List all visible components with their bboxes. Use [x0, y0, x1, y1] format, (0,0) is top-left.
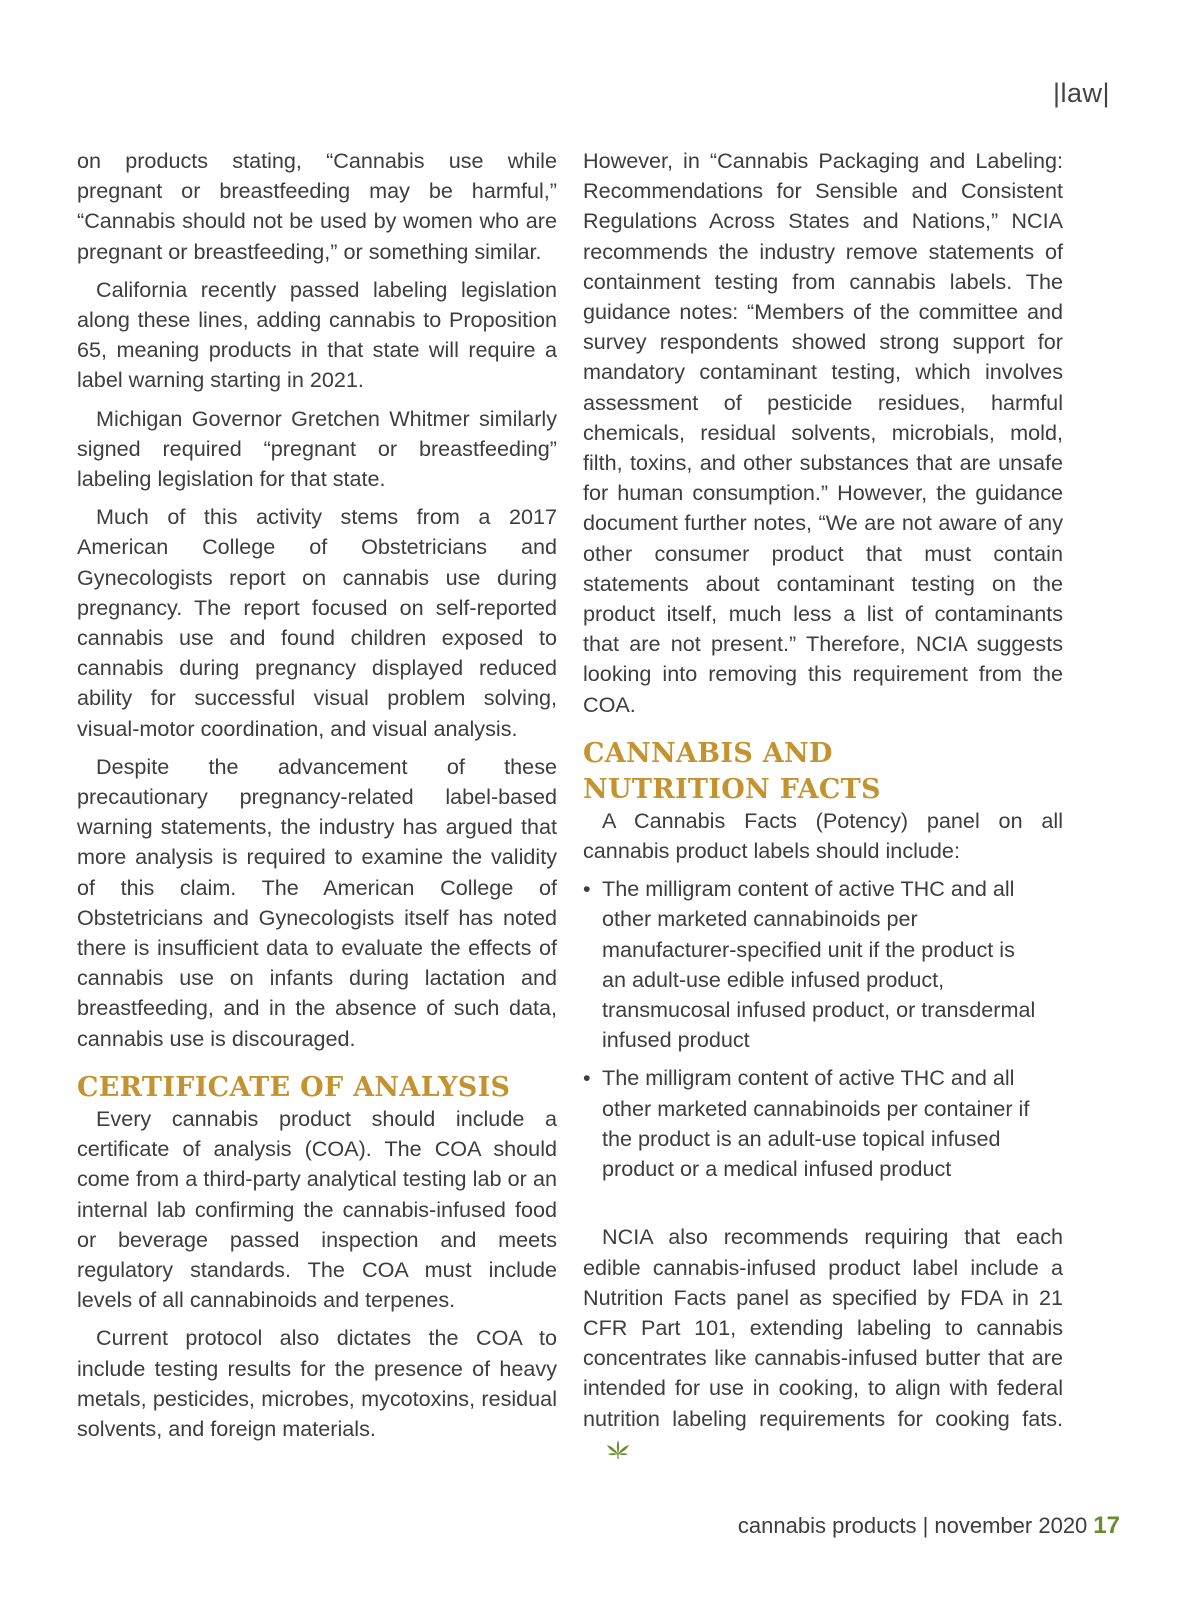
paragraph-text: NCIA also recommends requiring that each edible cannabis-infused product label include a Nutrition Facts panel as specified by FDA in 21 CFR Part 101, extending labeling to cannabis concentrates like cannabis-infused butter that are intended for use in cooking, to align with federal nutrition labeling requirements for cooking fats.	[583, 1224, 1063, 1431]
page-footer	[738, 1512, 1120, 1540]
paragraph: Michigan Governor Gretchen Whitmer similarly signed required “pregnant or breastfeeding” labeling legislation for that state.	[77, 405, 557, 492]
paragraph	[583, 1222, 1063, 1467]
bullet-icon: •	[583, 876, 591, 902]
spacer	[583, 1192, 1063, 1222]
list-item	[583, 1063, 1042, 1184]
page-number: 17	[1093, 1512, 1120, 1539]
paragraph: Despite the advancement of these precautionary pregnancy-related label-based warning statements, the industry has argued that more analysis is required to examine the validity of this claim. The American College of Obstetricians and Gynecologists itself has noted there is insufficient data to evaluate the effects of cannabis use on infants during lactation and breastfeeding, and in the absence of such data, cannabis use is discouraged.	[77, 753, 557, 1051]
bullet-list	[583, 874, 1063, 1184]
publication-name: cannabis products | november 2020	[737, 1513, 1088, 1538]
list-item-text: The milligram content of active THC and all other marketed cannabinoids per container if the product is an adult-use topical infused product or a medical infused product	[602, 1065, 1030, 1182]
right-column	[583, 146, 1063, 1475]
list-item-text: The milligram content of active THC and all other marketed cannabinoids per manufacturer-specified unit if the product is an adult-use edible infused product, transmucosal infused product, or transdermal infused product	[602, 876, 1036, 1053]
section-tag: |law|	[1052, 78, 1110, 108]
paragraph: However, in “Cannabis Packaging and Labeling: Recommendations for Sensible and Consistent Regulations Across States and Nations,” NCIA recommends the industry remove statements of containment testing from cannabis labels. The guidance notes: “Members of the committee and survey respondents showed strong support for mandatory contaminant testing, which involves assessment of pesticide residues, harmful chemicals, residual solvents, microbials, mold, filth, toxins, and other substances that are unsafe for human consumption.” However, the guidance document further notes, “We are not aware of any other consumer product that must contain statements about contaminant testing on the product itself, much less a list of contaminants that are not present.” Therefore, NCIA suggests looking into removing this requirement from the COA.	[583, 148, 1063, 717]
paragraph: A Cannabis Facts (Potency) panel on all cannabis product labels should include:	[583, 807, 1063, 864]
left-column	[77, 146, 557, 1452]
bullet-icon: •	[583, 1065, 591, 1091]
paragraph: California recently passed labeling legislation along these lines, adding cannabis to Proposition 65, meaning products in that state will require a label warning starting in 2021.	[77, 276, 557, 393]
cannabis-leaf-icon	[587, 1437, 630, 1467]
paragraph: Current protocol also dictates the COA to include testing results for the presence of heavy metals, pesticides, microbes, mycotoxins, residual solvents, and foreign materials.	[77, 1325, 557, 1441]
list-item	[583, 874, 1042, 1055]
heading-cannabis-nutrition-facts	[583, 736, 1063, 808]
heading-line: CANNABIS AND	[583, 737, 833, 769]
paragraph: Much of this activity stems from a 2017 American College of Obstetricians and Gynecologists report on cannabis use during pregnancy. The report focused on self-reported cannabis use and found children exposed to cannabis during pregnancy displayed reduced ability for successful visual problem solving, visual-motor coordination, and visual analysis.	[77, 504, 557, 741]
heading-line: NUTRITION FACTS	[583, 773, 881, 805]
heading-certificate-of-analysis: CERTIFICATE OF ANALYSIS	[77, 1071, 511, 1103]
paragraph: Every cannabis product should include a certificate of analysis (COA). The COA should come from a third-party analytical testing lab or an internal lab confirming the cannabis-infused food or beverage passed inspection and meets regulatory standards. The COA must include levels of all cannabinoids and terpenes.	[77, 1105, 557, 1313]
paragraph: on products stating, “Cannabis use while pregnant or breastfeeding may be harmful,” “Cannabis should not be used by women who are pregnant or breastfeeding,” or something similar.	[77, 148, 557, 264]
